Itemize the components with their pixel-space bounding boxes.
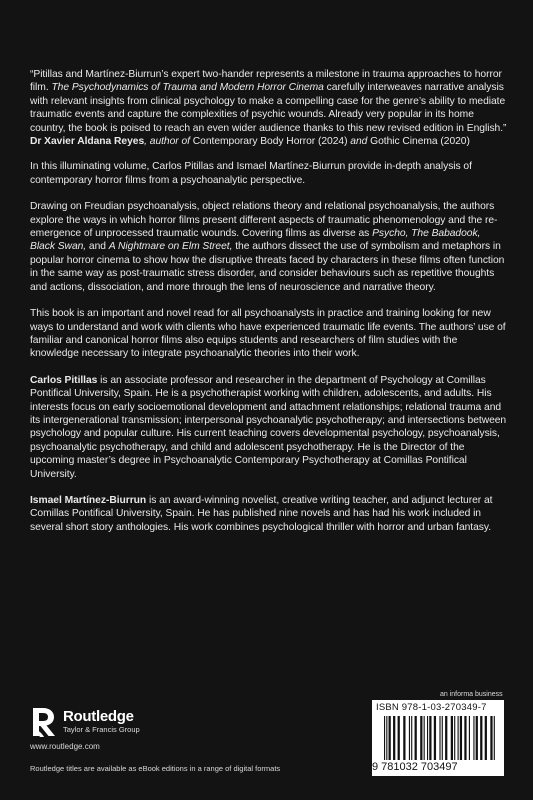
author-bio-pitillas: Carlos Pitillas is an associate professor and researcher in the department of Psychology at Comillas Pontifical University, Spain. He is a psychotherapist working with children, adolescents, and adults. His interests focus on early socioemotional development and attachment relationships; relational trauma and its intergenerational transmission; interpersonal psychoanalytic psychotherapy; and intersections between psychology and popular culture. His current teaching covers developmental psychology, psychoanalysis, psychoanalytic psychotherapy, and child and adolescent psychotherapy. He is the Director of the upcoming master’s degree in Psychoanalytic Contemporary Psychotherapy at Comillas Pontifical University. <box>30 374 507 480</box>
endorsement-attribution: Dr Xavier Aldana Reyes, author of Contemporary Body Horror (2024) and Gothic Cinema (2020) <box>30 136 470 148</box>
isbn-barcode-block <box>372 700 504 776</box>
publisher-name: Routledge <box>63 708 134 725</box>
ebook-note: Routledge titles are available as eBook editions in a range of digital formats <box>30 764 281 773</box>
routledge-r-icon <box>30 706 58 738</box>
informa-tagline: an informa business <box>440 691 503 698</box>
publisher-url: www.routledge.com <box>30 742 100 751</box>
publisher-group: Taylor & Francis Group <box>63 725 140 734</box>
intro-paragraph: In this illuminating volume, Carlos Pitillas and Ismael Martínez-Biurrun provide in-depth analysis of contemporary horror films from a psychoanalytic perspective. <box>30 161 472 186</box>
barcode-icon <box>382 716 498 760</box>
description-paragraph: Drawing on Freudian psychoanalysis, object relations theory and relational psychoanalysis, the authors explore the ways in which horror films present different aspects of traumatic phenomenology and the re-emergence of unprocessed traumatic wounds. Covering films as diverse as Psycho, The Babadook, Black Swan, and A Nightmare on Elm Street, the authors dissect the use of symbolism and metaphors in popular horror cinema to show how the disruptive threats faced by characters in these films often function in the same way as post-traumatic stress disorder, and consider behaviours such as repetitive thoughts and actions, dissociation, and more through the lens of neuroscience and narrative theory. <box>30 201 505 293</box>
endorsement-quote: “Pitillas and Martínez-Biurrun’s expert two-hander represents a milestone in trauma approaches to horror film. The Psychodynamics of Trauma and Modern Horror Cinema carefully interweaves narrative analysis with relevant insights from clinical psychology to make a compelling case for the genre’s ability to mediate traumatic events and capture the complexities of psychic wounds. Already very popular in its home country, the book is poised to reach an even wider audience thanks to this new revised edition in English.” <box>30 69 507 134</box>
publisher-logo <box>30 706 140 738</box>
barcode-digits: 9 781032 703497 <box>372 761 458 773</box>
isbn-number: ISBN 978-1-03-270349-7 <box>376 702 487 713</box>
back-cover-text <box>30 68 508 547</box>
audience-paragraph: This book is an important and novel read for all psychoanalysts in practice and training looking for new ways to understand and work with clients who have experienced traumatic life events. The authors’ use of familiar and canonical horror films also equips students and researchers of film studies with the knowledge necessary to integrate psychoanalytic theories into their work. <box>30 308 506 360</box>
author-bio-martinez-biurrun: Ismael Martínez-Biurrun is an award-winning novelist, creative writing teacher, and adjunct lecturer at Comillas Pontifical University, Spain. He has published nine novels and has had his work included in several short story anthologies. His work combines psychological thriller with horror and urban fantasy. <box>30 494 493 533</box>
